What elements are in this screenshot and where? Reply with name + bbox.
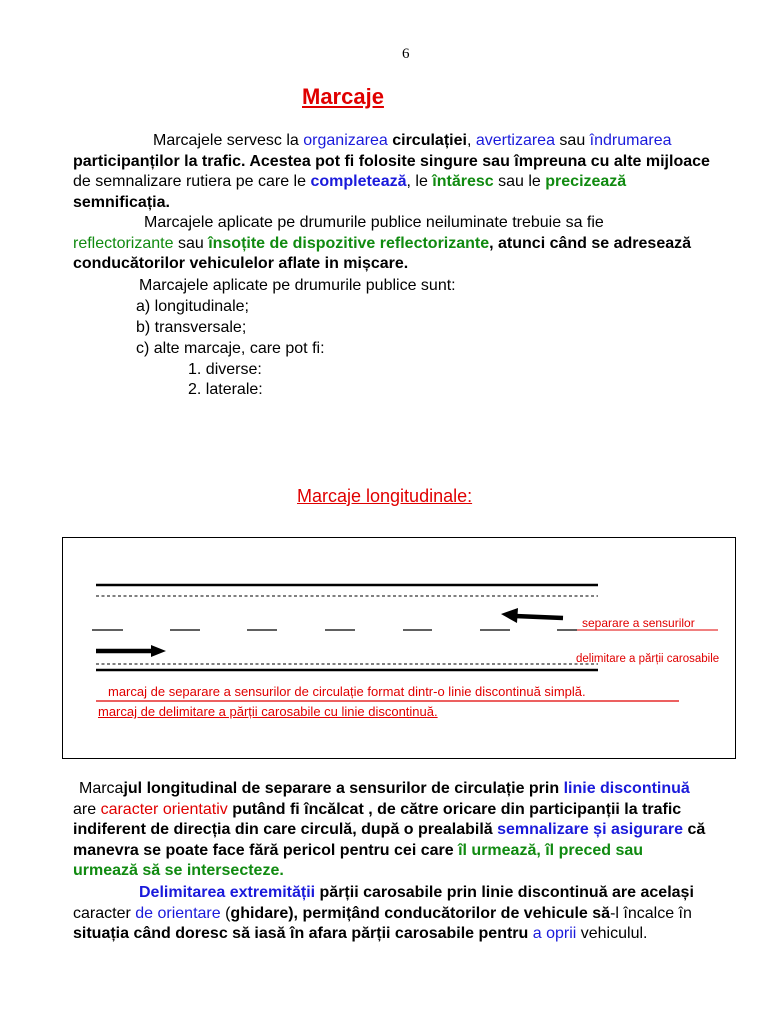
intro-paragraph: Marcajele servesc la organizarea circulației, avertizarea sau îndrumarea participanților la trafic. Acestea pot fi folosite singure sau împreuna cu alte mijloace de semnalizare rutiera pe care le completează, le întăresc sau le precizează semnificația. (73, 132, 710, 211)
list-item-c: c) alte marcaje, care pot fi: (136, 340, 325, 357)
page-title: Marcaje (302, 84, 384, 109)
label-separare: separare a sensurilor (582, 616, 695, 630)
list-intro: Marcajele aplicate pe drumurile publice sunt: (139, 277, 456, 294)
list-item-c1: 1. diverse: (188, 361, 262, 378)
caption-separare: marcaj de separare a sensurilor de circulație format dintr-o linie discontinuă simplă. (108, 684, 586, 699)
arrow-right-icon (96, 645, 166, 657)
section-title: Marcaje longitudinale: (297, 486, 473, 506)
separation-paragraph: Marcajul longitudinal de separare a sensurilor de circulație prin linie discontinuă are caracter orientativ putând fi încălcat , de către oricare din participanții la trafic indiferent de direcția din care circulă, după o prealabilă semnalizare și asigurare că manevra se poate face fără pericol pentru cei care îl urmează, îl preced sau urmează să se intersecteze. (73, 780, 706, 879)
caption-delimitare: marcaj de delimitare a părții carosabile cu linie discontinuă. (98, 704, 438, 719)
list-item-b: b) transversale; (136, 319, 247, 336)
arrow-left-icon (501, 608, 563, 623)
list-item-c2: 2. laterale: (188, 381, 263, 398)
label-delimitare: delimitare a părții carosabile (576, 653, 720, 665)
page-number: 6 (402, 46, 410, 62)
reflect-paragraph: Marcajele aplicate pe drumurile publice neiluminate trebuie sa fie reflectorizante sau însoțite de dispozitive reflectorizante, atunci când se adresează conducătorilor vehiculelor aflate in mișcare. (73, 214, 692, 272)
road-marking-figure (63, 538, 737, 760)
list-item-a: a) longitudinale; (136, 298, 249, 315)
road-marking-diagram (62, 537, 736, 759)
delimitation-paragraph: Delimitarea extremității părții carosabile prin linie discontinuă are același caracter de orientare (ghidare), permițând conducătorilor de vehicule să-l încalce în situația când doresc să iasă în afara părții carosabile pentru a oprii vehiculul. (73, 884, 694, 942)
